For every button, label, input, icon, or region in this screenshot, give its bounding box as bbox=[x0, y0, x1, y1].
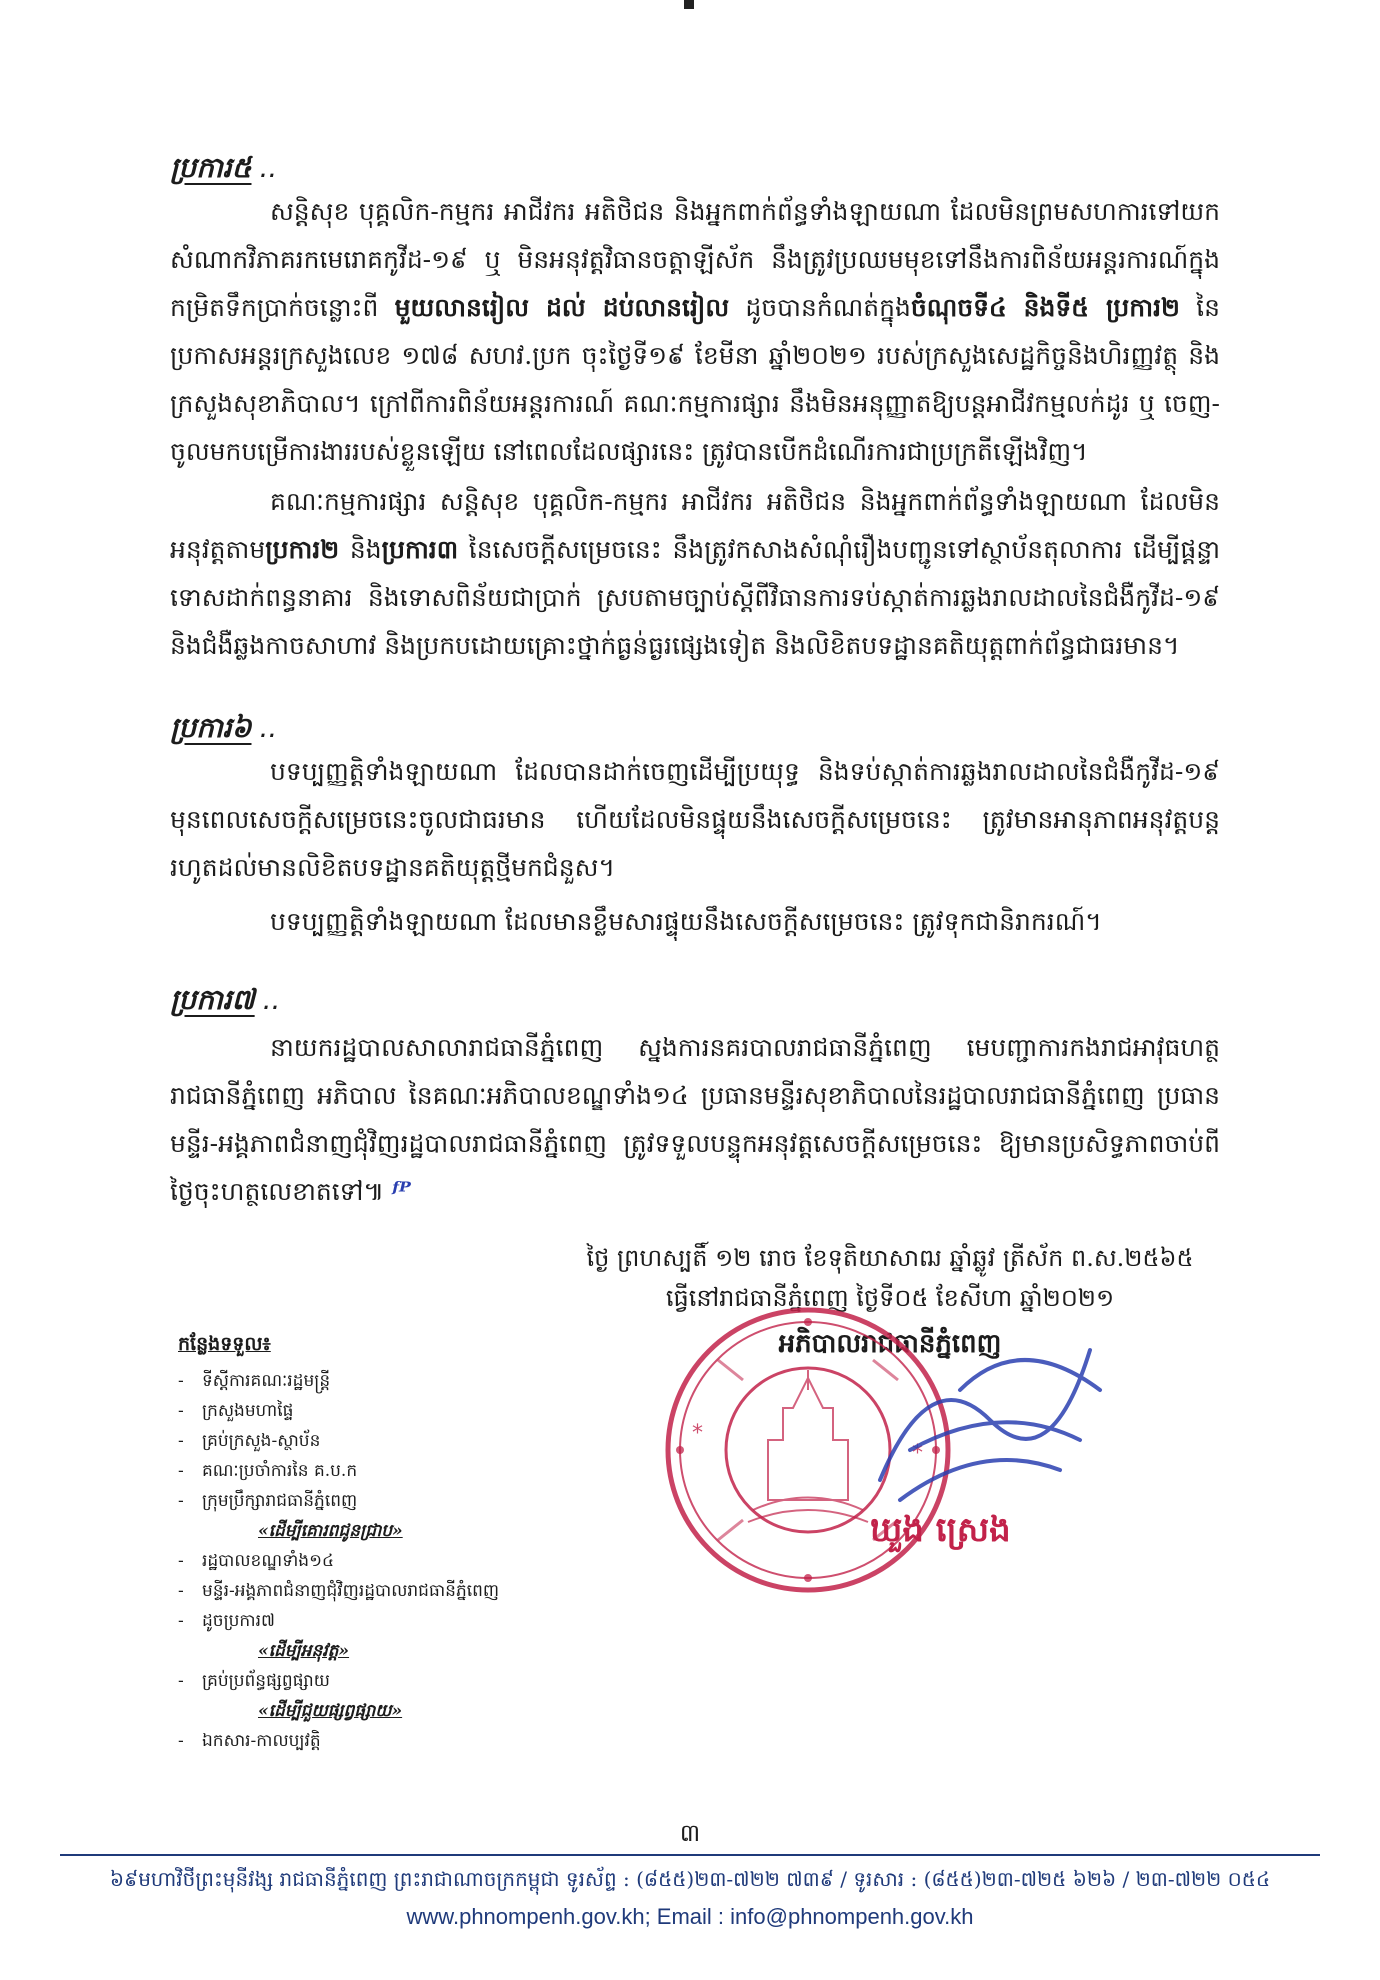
recipient-item: - ក្រុមប្រឹក្សារាជធានីភ្នំពេញ bbox=[178, 1491, 358, 1511]
handwritten-initials: ᶠᴾ bbox=[392, 1177, 411, 1206]
recipient-item: - គណៈប្រចាំការនៃ គ.ប.ក bbox=[178, 1461, 358, 1481]
footer-divider bbox=[60, 1854, 1320, 1856]
recipient-note: «ដើម្បីគោរពជូនជ្រាប» bbox=[258, 1521, 403, 1541]
recipient-item: - មន្ទីរ-អង្គភាពជំនាញជុំវិញរដ្ឋបាលរាជធានីភ្នំពេញ bbox=[178, 1581, 500, 1601]
lunar-date-line: ថ្ងៃ ព្រហស្បតិ៍ ១២ រោច ខែទុតិយាសាឍ ឆ្នាំឆ្លូវ ត្រីស័ក ព.ស.២៥៦៥ bbox=[586, 1244, 1194, 1272]
footer-contact-links: www.phnompenh.gov.kh; Email : info@phnompenh.gov.kh bbox=[406, 1904, 974, 1929]
recipient-item: - ដូចប្រការ៧ bbox=[178, 1611, 275, 1631]
recipients-title: កន្លែងទទួល៖ bbox=[178, 1333, 271, 1355]
svg-text:*: * bbox=[692, 1421, 703, 1446]
article-5-dots: .. bbox=[259, 151, 278, 184]
signer-name: ឃួង ស្រេង bbox=[870, 1510, 1011, 1550]
article-7-dots: .. bbox=[262, 983, 281, 1016]
a5p1-fine-amount: មួយលានរៀល ដល់ ដប់លានរៀល bbox=[394, 293, 730, 322]
a7p1-text: នាយករដ្ឋបាលសាលារាជធានីភ្នំពេញ ស្នងការនគរបាលរាជធានីភ្នំពេញ មេបញ្ជាការកងរាជអាវុធហត្ថរាជធានីភ្នំពេញ អភិបាល នៃគណៈអភិបាលខណ្ឌទាំង១៤ ប្រធានមន្ទីរសុខាភិបាលនៃរដ្ឋបាលរាជធានីភ្នំពេញ ប្រធានមន្ទីរ-អង្គភាពជំនាញជុំវិញរដ្ឋបាលរាជធានីភ្នំពេញ ត្រូវទទួលបន្ទុកអនុវត្តសេចក្តីសម្រេចនេះ ឱ្យមានប្រសិទ្ធភាពចាប់ពីថ្ងៃចុះហត្ថលេខាតទៅ៕ bbox=[170, 1033, 1220, 1206]
recipient-item: - ទីស្តីការគណៈរដ្ឋមន្ត្រី bbox=[178, 1371, 331, 1391]
a5p2-text-c: នៃសេចក្តីសម្រេចនេះ នឹងត្រូវកសាងសំណុំរឿងបញ្ជូនទៅស្ថាប័នតុលាការ ដើម្បីផ្តន្ទាទោសដាក់ពន្ធនាគារ និងទោសពិន័យជាប្រាក់ ស្របតាមច្បាប់ស្តីពីវិធានការទប់ស្កាត់ការឆ្លងរាលដាលនៃជំងឺកូវីដ-១៩ និងជំងឺឆ្លងកាចសាហាវ និងប្រកបដោយគ្រោះថ្នាក់ធ្ងន់ធ្ងរផ្សេងទៀត និងលិខិតបទដ្ឋានគតិយុត្តពាក់ព័ន្ធជាធរមាន។ bbox=[170, 535, 1220, 660]
page-number: ៣ bbox=[679, 1819, 701, 1847]
article-5-paragraph-1 bbox=[170, 188, 1220, 476]
recipient-item: - ក្រសួងមហាផ្ទៃ bbox=[178, 1401, 294, 1421]
article-6-paragraph-1: បទប្បញ្ញត្តិទាំងឡាយណា ដែលបានដាក់ចេញដើម្បីប្រយុទ្ធ និងទប់ស្កាត់ការឆ្លងរាលដាលនៃជំងឺកូវីដ-១៩ មុនពេលសេចក្តីសម្រេចនេះចូលជាធរមាន ហើយដែលមិនផ្ទុយនឹងសេចក្តីសម្រេចនេះ ត្រូវមានអានុភាពអនុវត្តបន្តរហូតដល់មានលិខិតបទដ្ឋានគតិយុត្តថ្មីមកជំនួស។ bbox=[170, 757, 1220, 882]
article-7-title: ប្រការ៧ bbox=[170, 983, 255, 1016]
gregorian-date-line: ធ្វើនៅរាជធានីភ្នំពេញ ថ្ងៃទី០៥ ខែសីហា ឆ្នាំ២០២១ bbox=[665, 1284, 1115, 1312]
recipient-item: - គ្រប់ប្រព័ន្ធផ្សព្វផ្សាយ bbox=[178, 1671, 330, 1691]
recipient-note: «ដើម្បីជួយផ្សព្វផ្សាយ» bbox=[258, 1701, 403, 1721]
signature-scribble bbox=[840, 1300, 1120, 1530]
article-6-paragraph-2: បទប្បញ្ញត្តិទាំងឡាយណា ដែលមានខ្លឹមសារផ្ទុយនឹងសេចក្តីសម្រេចនេះ ត្រូវទុកជានិរាករណ៍។ bbox=[270, 907, 1102, 936]
recipient-item: - ឯកសារ-កាលប្បវត្តិ bbox=[178, 1731, 321, 1751]
recipients-list bbox=[178, 1332, 638, 1756]
a5p1-text-c: នៃប្រកាសអន្តរក្រសួងលេខ ១៧៨ សហវ.ប្រក ចុះថ្ងៃទី១៩ ខែមីនា ឆ្នាំ២០២១ របស់ក្រសួងសេដ្ឋកិច្ចនិងហិរញ្ញវត្ថុ និងក្រសួងសុខាភិបាល។ ក្រៅពីការពិន័យអន្តរការណ៍ គណៈកម្មការផ្សារ នឹងមិនអនុញ្ញាតឱ្យបន្តអាជីវកម្មលក់ដូរ ឬ ចេញ-ចូលមកបម្រើការងាររបស់ខ្លួនឡើយ នៅពេលដែលផ្សារនេះ ត្រូវបានបើកដំណើរការជាប្រក្រតីឡើងវិញ។ bbox=[170, 293, 1220, 466]
a5p1-reference: ចំណុចទី៤ និងទី៥ ប្រការ២ bbox=[910, 293, 1180, 322]
article-6-title: ប្រការ៦ bbox=[170, 711, 252, 744]
svg-text:*: * bbox=[912, 1441, 923, 1466]
recipient-item: - គ្រប់ក្រសួង-ស្ថាប័ន bbox=[178, 1431, 321, 1451]
footer-address: ៦៩មហាវិថីព្រះមុនីវង្ស រាជធានីភ្នំពេញ ព្រះរាជាណាចក្រកម្ពុជា ទូរស័ព្ទ : (៨៥៥)២៣-៧២២ ៧៣៩ / ទូរសារ : (៨៥៥)២៣-៧២៥ ៦២៦ / ២៣-៧២២ ០៥៤ bbox=[109, 1867, 1271, 1891]
a5p2-text-b: និង bbox=[339, 535, 382, 564]
a5p2-ref-article2: ប្រការ២ bbox=[265, 535, 340, 564]
a5p1-text-b: ដូចបានកំណត់ក្នុង bbox=[729, 293, 911, 322]
article-6-heading bbox=[170, 710, 277, 751]
a5p2-text-a: គណៈកម្មការផ្សារ សន្តិសុខ បុគ្គលិក-កម្មករ អាជីវករ អតិថិជន និងអ្នកពាក់ព័ន្ធទាំងឡាយណា ដែលមិនអនុវត្តតាម bbox=[170, 487, 1220, 564]
recipient-item: - រដ្ឋបាលខណ្ឌទាំង១៤ bbox=[178, 1551, 334, 1571]
a5p1-text-a: សន្តិសុខ បុគ្គលិក-កម្មករ អាជីវករ អតិថិជន និងអ្នកពាក់ព័ន្ធទាំងឡាយណា ដែលមិនព្រមសហការទៅយកសំណាកវិភាគរកមេរោគកូវីដ-១៩ ឬ មិនអនុវត្តវិធានចត្តាឡីស័ក នឹងត្រូវប្រឈមមុខទៅនឹងការពិន័យអន្តរការណ៍ក្នុងកម្រិតទឹកប្រាក់ចន្លោះពី bbox=[170, 197, 1220, 322]
article-5-paragraph-2 bbox=[170, 478, 1220, 670]
article-5-heading bbox=[170, 150, 277, 191]
signer-title: អភិបាលរាជធានីភ្នំពេញ bbox=[778, 1329, 1002, 1359]
a5p2-ref-article3: ប្រការ៣ bbox=[381, 535, 459, 564]
article-6-dots: .. bbox=[259, 711, 278, 744]
recipient-note: «ដើម្បីអនុវត្ត» bbox=[258, 1641, 350, 1661]
article-7-heading bbox=[170, 982, 280, 1023]
top-binding-mark bbox=[684, 0, 694, 9]
article-5-title: ប្រការ៥ bbox=[170, 151, 252, 184]
article-7-paragraph-1 bbox=[170, 1024, 1220, 1216]
